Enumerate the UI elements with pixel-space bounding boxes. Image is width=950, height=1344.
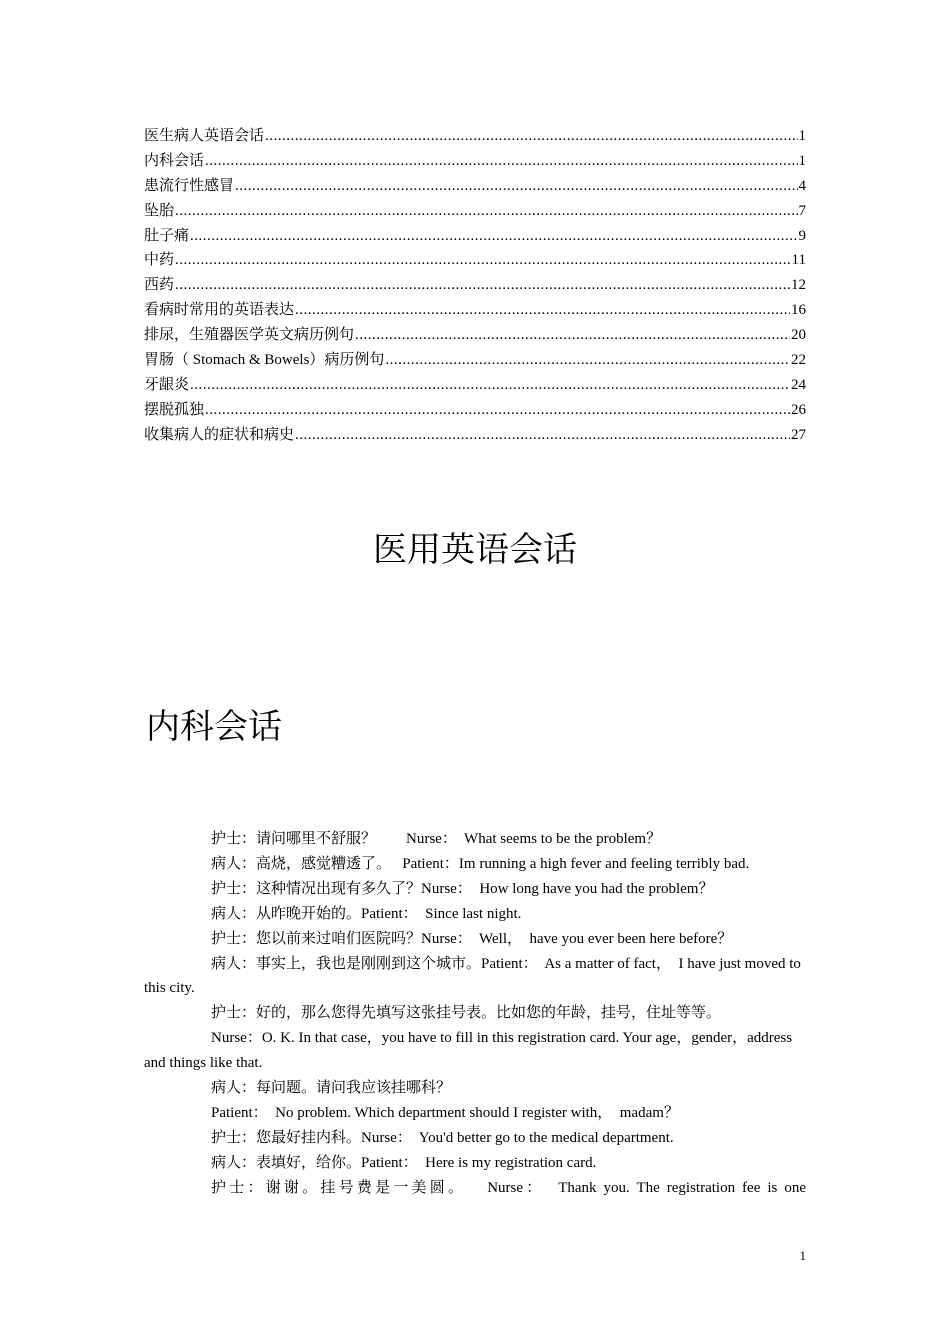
toc-entry-page: 7 bbox=[798, 202, 806, 219]
toc-entry-page: 1 bbox=[798, 128, 806, 144]
toc-entry-page: 12 bbox=[791, 277, 806, 294]
toc-entry-page: 9 bbox=[798, 227, 806, 244]
toc-entry-title: 胃肠（ Stomach & Bowels）病历例句 bbox=[144, 352, 385, 369]
dialogue-line: 病人：事实上，我也是刚刚到这个城市。Patient： As a matter of fact， I have just moved to this city. bbox=[144, 955, 801, 997]
toc-entry[interactable] bbox=[144, 348, 806, 373]
dialogue-line: 护士：谢谢。挂号费是一美圆。 Nurse： Thank you. The registration fee is one bbox=[211, 1179, 806, 1196]
table-of-contents bbox=[144, 124, 806, 448]
toc-dot-leader bbox=[190, 224, 797, 249]
section-heading: 内科会话 bbox=[146, 707, 282, 747]
toc-entry[interactable] bbox=[144, 298, 806, 323]
toc-dot-leader bbox=[295, 423, 790, 448]
dialogue-body bbox=[144, 827, 806, 1201]
dialogue-line: 病人：每问题。请问我应该挂哪科？ bbox=[211, 1080, 452, 1097]
toc-dot-leader bbox=[295, 298, 790, 323]
toc-entry-title: 内科会话 bbox=[144, 152, 205, 169]
toc-entry[interactable] bbox=[144, 423, 806, 448]
toc-entry-page: 20 bbox=[791, 327, 806, 344]
toc-entry[interactable] bbox=[144, 124, 806, 149]
toc-dot-leader bbox=[175, 199, 797, 224]
page-number: 1 bbox=[799, 1248, 806, 1263]
toc-entry-title: 排尿，生殖器医学英文病历例句 bbox=[144, 327, 355, 344]
dialogue-line: 病人：高烧，感觉糟透了。 Patient：Im running a high fever and feeling terribly bad. bbox=[211, 855, 750, 872]
toc-entry-page: 11 bbox=[791, 252, 806, 269]
toc-dot-leader bbox=[190, 373, 790, 398]
toc-entry[interactable] bbox=[144, 373, 806, 398]
toc-entry-title: 肚子痛 bbox=[144, 227, 190, 244]
toc-entry-page: 26 bbox=[791, 401, 806, 418]
toc-entry[interactable] bbox=[144, 224, 806, 249]
toc-dot-leader bbox=[385, 348, 790, 373]
toc-entry[interactable] bbox=[144, 174, 806, 199]
toc-dot-leader bbox=[235, 174, 797, 199]
toc-entry-title: 牙龈炎 bbox=[144, 376, 190, 393]
toc-entry[interactable] bbox=[144, 248, 806, 273]
dialogue-line: 护士：您最好挂内科。Nurse： You'd better go to the medical department. bbox=[211, 1129, 674, 1146]
toc-dot-leader bbox=[265, 124, 797, 149]
toc-entry-title: 中药 bbox=[144, 252, 175, 269]
toc-dot-leader bbox=[175, 273, 790, 298]
toc-dot-leader bbox=[355, 323, 790, 348]
dialogue-line: 护士：这种情况出现有多久了？Nurse： How long have you had the problem？ bbox=[211, 880, 714, 897]
toc-entry-page: 27 bbox=[791, 426, 806, 443]
toc-dot-leader bbox=[205, 149, 797, 174]
toc-entry[interactable] bbox=[144, 323, 806, 348]
dialogue-line: 护士：请问哪里不舒服？ Nurse： What seems to be the problem？ bbox=[211, 831, 662, 847]
toc-entry[interactable] bbox=[144, 149, 806, 174]
toc-entry-title: 医生病人英语会话 bbox=[144, 128, 265, 144]
toc-entry-title: 看病时常用的英语表达 bbox=[144, 302, 295, 319]
toc-entry-page: 24 bbox=[791, 376, 806, 393]
dialogue-line: 病人：表填好，给你。Patient： Here is my registration card. bbox=[211, 1154, 597, 1171]
toc-entry-title: 西药 bbox=[144, 277, 175, 294]
toc-entry-page: 16 bbox=[791, 302, 806, 319]
toc-entry[interactable] bbox=[144, 199, 806, 224]
toc-entry-title: 患流行性感冒 bbox=[144, 177, 235, 194]
toc-entry-page: 22 bbox=[791, 352, 806, 369]
toc-entry[interactable] bbox=[144, 273, 806, 298]
toc-entry-title: 坠胎 bbox=[144, 202, 175, 219]
toc-entry-title: 摆脱孤独 bbox=[144, 401, 205, 418]
toc-dot-leader bbox=[205, 398, 790, 423]
dialogue-line: 护士：好的，那么您得先填写这张挂号表。比如您的年龄，挂号，住址等等。 bbox=[211, 1005, 722, 1022]
document-title: 医用英语会话 bbox=[373, 530, 577, 570]
toc-entry[interactable] bbox=[144, 398, 806, 423]
dialogue-line: Nurse：O. K. In that case，you have to fill in this registration card. Your age，gender，address and things like that. bbox=[144, 1030, 793, 1072]
dialogue-line: 病人：从昨晚开始的。Patient： Since last night. bbox=[211, 905, 522, 922]
dialogue-line: 护士：您以前来过咱们医院吗？Nurse： Well， have you ever been here before？ bbox=[211, 930, 733, 947]
toc-entry-title: 收集病人的症状和病史 bbox=[144, 426, 295, 443]
toc-entry-page: 4 bbox=[798, 177, 806, 194]
dialogue-line: Patient： No problem. Which department should I register with， madam？ bbox=[211, 1104, 679, 1121]
toc-entry-page: 1 bbox=[798, 152, 806, 169]
toc-dot-leader bbox=[175, 248, 791, 273]
